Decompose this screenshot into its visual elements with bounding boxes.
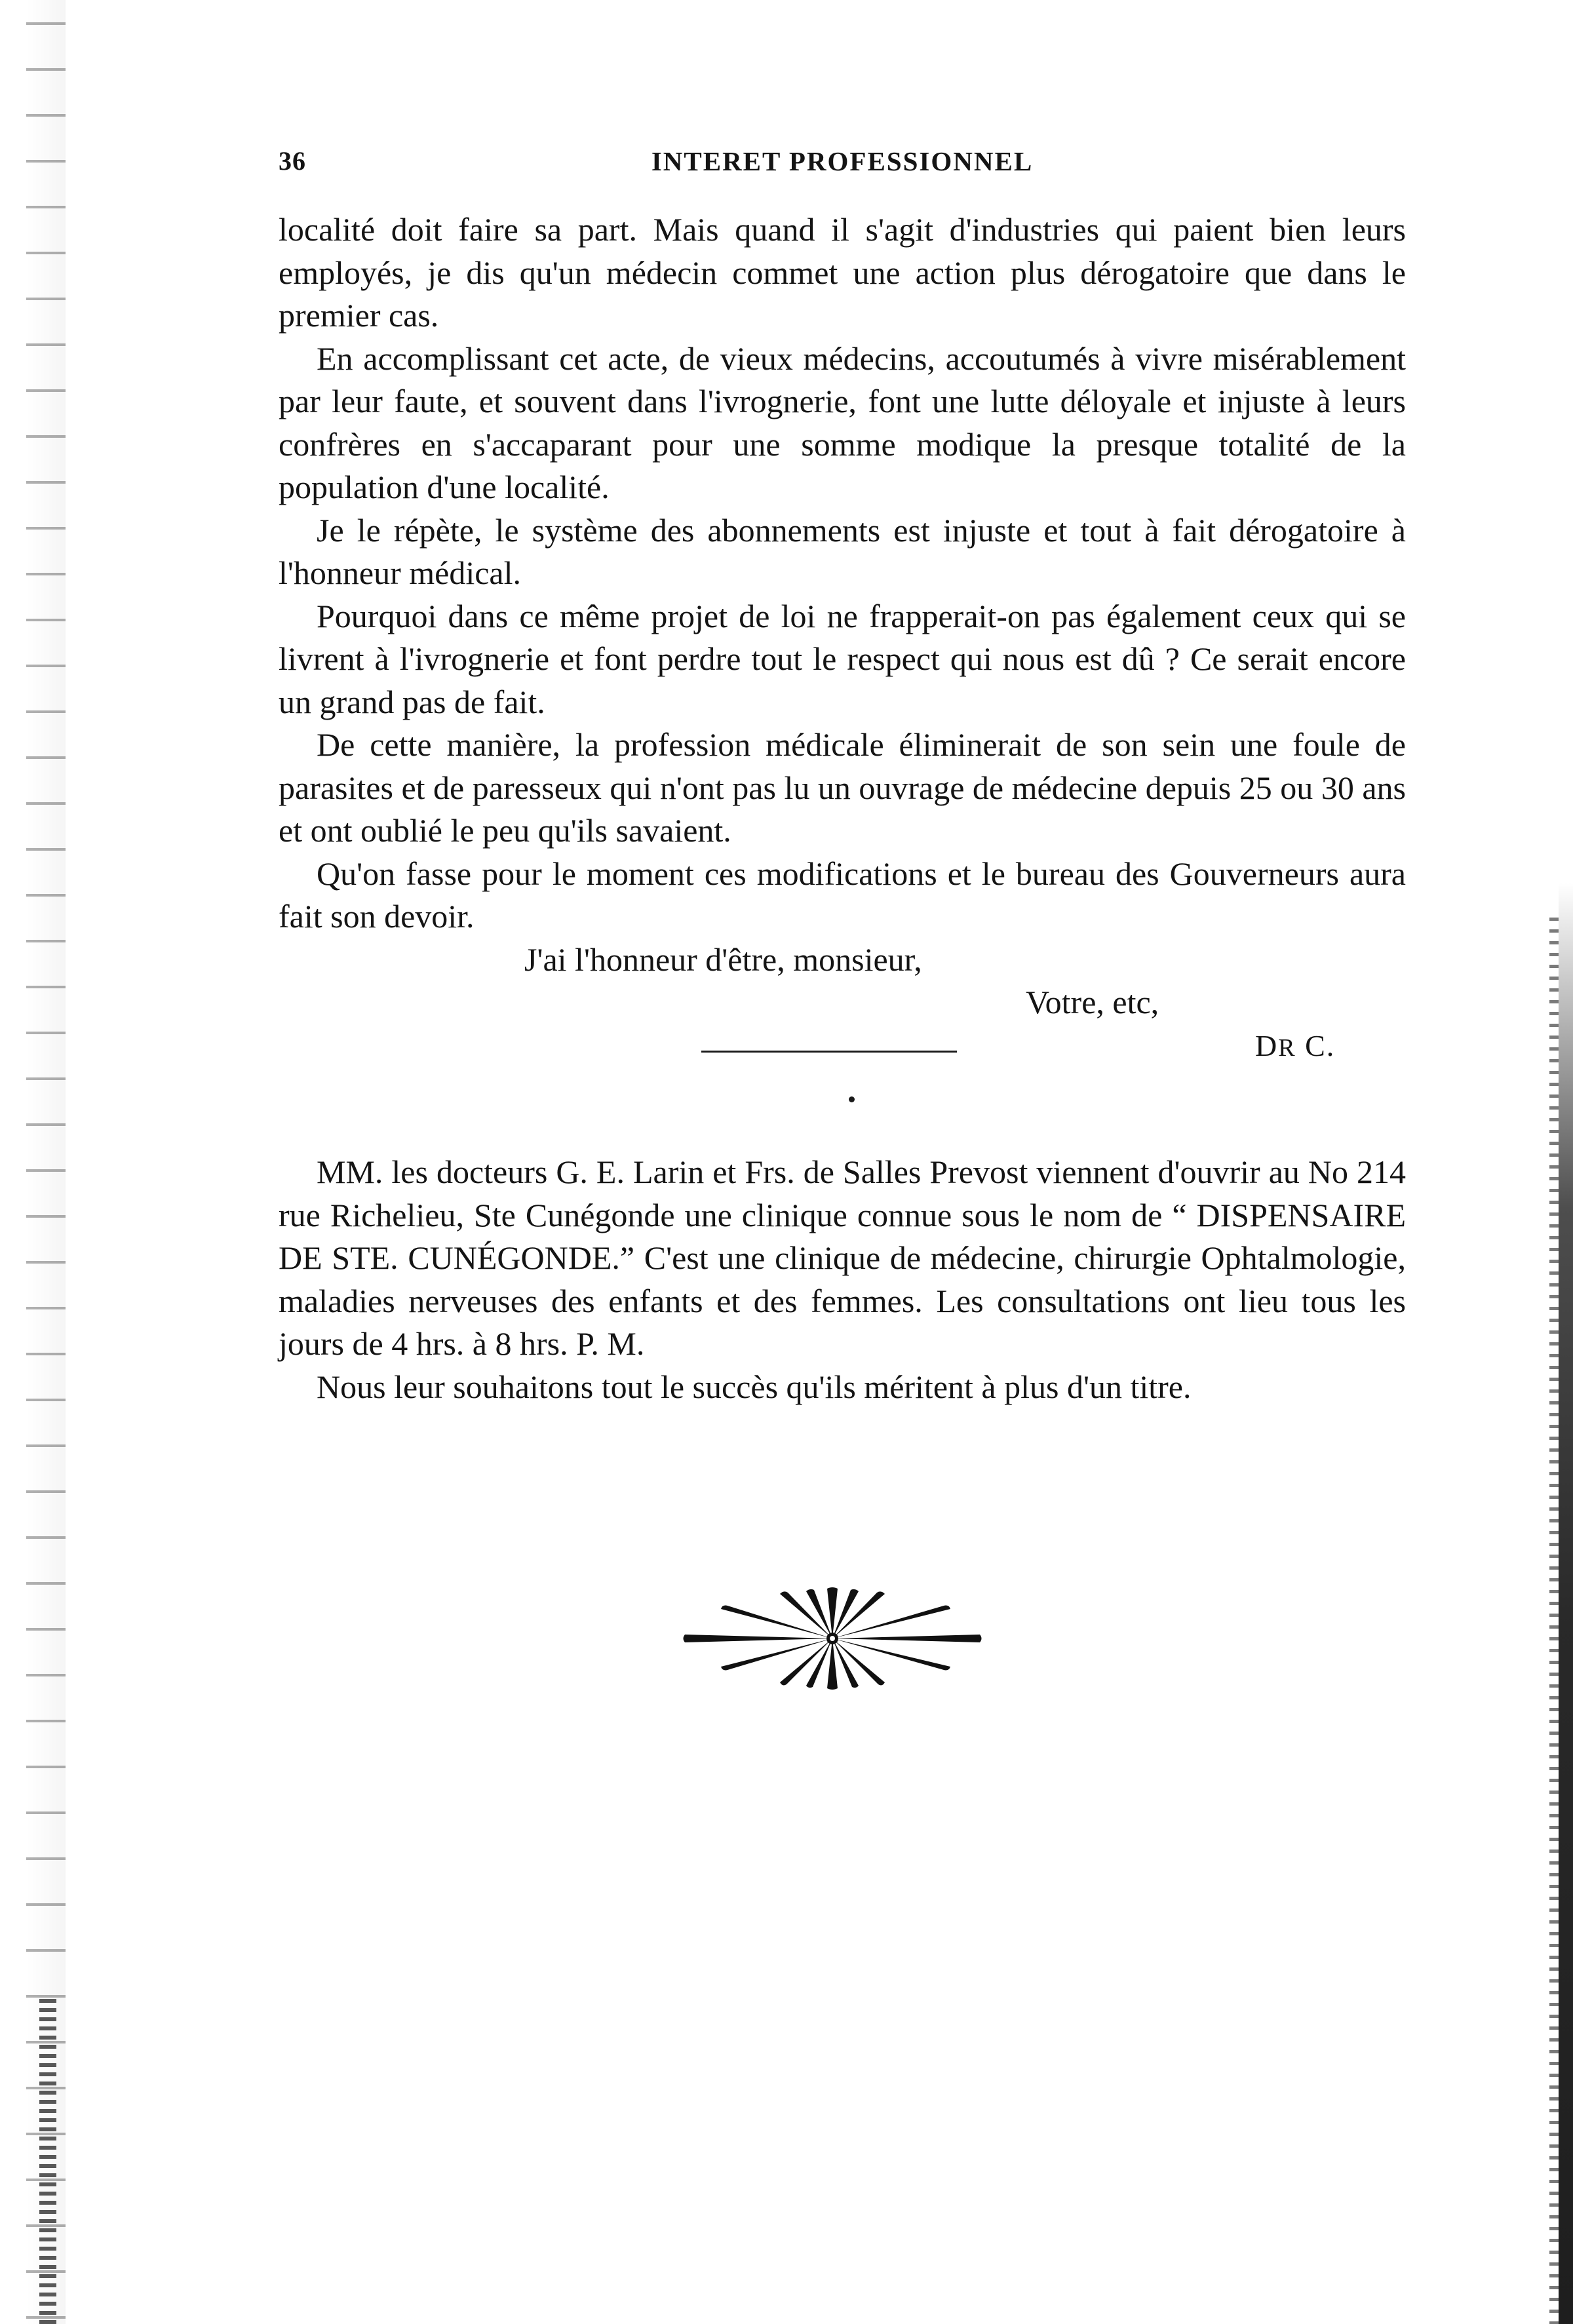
- left-scan-artifact: [39, 1999, 56, 2324]
- stray-dot-mark: [849, 1096, 855, 1102]
- signature: [1255, 1024, 1335, 1070]
- letter-paragraph-1: localité doit faire sa part. Mais quand il s'agit d'industries qui paient bien leurs employés, je dis qu'un médecin commet une action plus dérogatoire que dans le premier cas.: [279, 211, 1406, 334]
- notice-paragraph-1: MM. les docteurs G. E. Larin et Frs. de Salles Prevost viennent d'ouvrir au No 214 rue Richelieu, Ste Cunégonde une clinique connue sous le nom de “ DISPENSAIRE DE STE. CUNÉGONDE.” C'est une clinique de médecine, chirurgie Ophtalmologie, maladies nerveuses des enfants et des femmes. Les consultations ont lieu tous les jours de 4 hrs. à 8 hrs. P. M.: [279, 1153, 1406, 1362]
- starburst-ornament-icon: [682, 1586, 983, 1691]
- page-header: [279, 145, 1406, 185]
- signature-d: D: [1255, 1028, 1279, 1062]
- letter-paragraph-4: Pourquoi dans ce même projet de loi ne frapperait-on pas également ceux qui se livrent à l'ivrognerie et font perdre tout le respect qui nous est dû ? Ce serait encore un grand pas de fait.: [279, 597, 1406, 720]
- letter-paragraph-3: Je le répète, le système des abonnements est injuste et tout à fait dérogatoire à l'honneur médical.: [279, 511, 1406, 591]
- right-scan-artifact: [1549, 918, 1559, 2324]
- letter-closing: J'ai l'honneur d'être, monsieur,: [524, 940, 922, 978]
- letter-paragraph-5: De cette manière, la profession médicale éliminerait de son sein une foule de parasites et de paresseux qui n'ont pas lu un ouvrage de médecine depuis 25 ou 30 ans et ont oublié le peu qu'ils savaient.: [279, 726, 1406, 849]
- section-divider-rule: [701, 1051, 957, 1053]
- signature-c: C.: [1296, 1028, 1336, 1062]
- section-spacer: [279, 1067, 1406, 1151]
- letter-paragraph-6: Qu'on fasse pour le moment ces modifications et le bureau des Gouverneurs aura fait son devoir.: [279, 855, 1406, 935]
- letter-paragraph-2: En accomplissant cet acte, de vieux médecins, accoutumés à vivre misérablement par leur faute, et souvent dans l'ivrognerie, font une lutte déloyale et injuste à leurs confrères en s'accaparant pour une somme modique la presque totalité de la population d'une localité.: [279, 339, 1406, 505]
- letter-votre: Votre, etc,: [1026, 984, 1159, 1020]
- signature-r: R: [1278, 1034, 1296, 1062]
- notice-paragraph-2: Nous leur souhaitons tout le succès qu'ils méritent à plus d'un titre.: [317, 1368, 1192, 1405]
- left-binding-edge: [26, 0, 66, 2324]
- running-head: INTERET PROFESSIONNEL: [651, 146, 1034, 176]
- signature-row: [279, 1024, 1406, 1068]
- right-page-edge: [1559, 0, 1573, 2324]
- page-number: 36: [279, 146, 306, 176]
- page-body: [279, 208, 1406, 1408]
